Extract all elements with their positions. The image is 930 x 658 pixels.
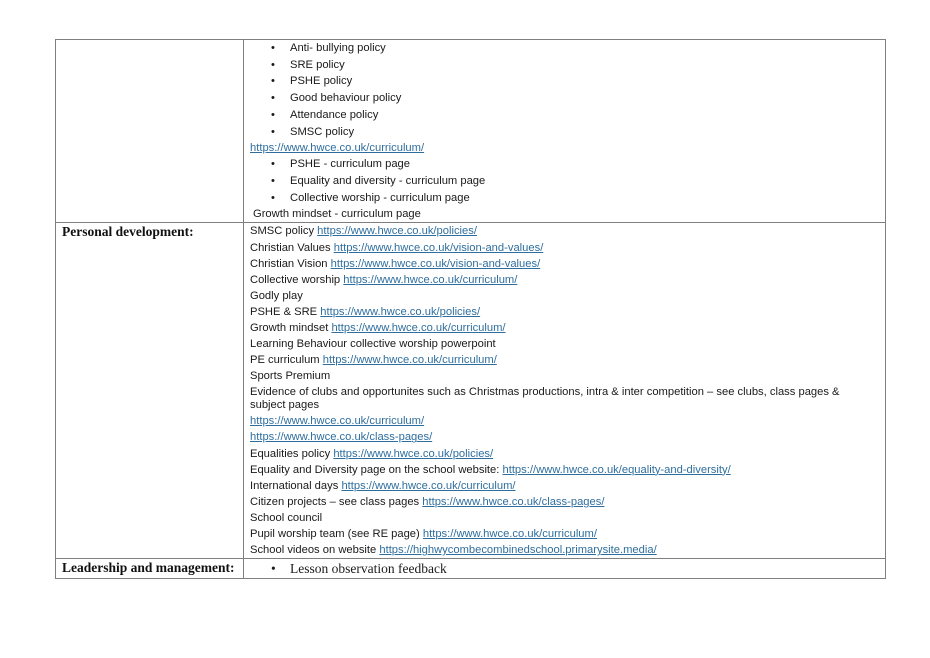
bullet-text: Lesson observation feedback bbox=[290, 561, 447, 577]
item-link[interactable]: https://www.hwce.co.uk/class-pages/ bbox=[250, 431, 433, 444]
item-text: Evidence of clubs and opportunites such as Christmas productions, intra & inter competition – see clubs, class pages & subject pages bbox=[250, 386, 840, 412]
item-link[interactable]: https://www.hwce.co.uk/policies/ bbox=[320, 305, 481, 318]
list-item bbox=[244, 240, 885, 256]
item-link[interactable]: https://www.hwce.co.uk/equality-and-diversity/ bbox=[502, 463, 731, 476]
item-text: Growth mindset bbox=[250, 321, 332, 334]
row-label: Personal development: bbox=[62, 224, 194, 240]
item-link[interactable]: https://www.hwce.co.uk/class-pages/ bbox=[422, 495, 605, 508]
bullet-item bbox=[244, 559, 885, 578]
bullet-item bbox=[244, 40, 885, 57]
bullet-item bbox=[244, 90, 885, 107]
row-label-cell bbox=[56, 559, 244, 579]
list-item bbox=[244, 336, 885, 352]
item-text: SMSC policy bbox=[250, 225, 318, 238]
item-link[interactable]: https://www.hwce.co.uk/policies/ bbox=[333, 447, 494, 460]
list-item bbox=[244, 478, 885, 494]
item-link[interactable]: https://www.hwce.co.uk/policies/ bbox=[317, 225, 477, 238]
curriculum-link[interactable]: https://www.hwce.co.uk/curriculum/ bbox=[250, 142, 425, 155]
list-item bbox=[244, 413, 885, 429]
bullet-item bbox=[244, 57, 885, 74]
item-link[interactable]: https://www.hwce.co.uk/curriculum/ bbox=[250, 415, 425, 428]
row-content-cell bbox=[244, 559, 886, 579]
item-link[interactable]: https://www.hwce.co.uk/curriculum/ bbox=[343, 273, 518, 286]
table-row bbox=[56, 559, 886, 579]
bullet-icon: • bbox=[271, 191, 275, 204]
item-text: Learning Behaviour collective worship powerpoint bbox=[250, 338, 496, 351]
item-text: International days bbox=[250, 479, 342, 492]
row-content-cell bbox=[244, 223, 886, 559]
item-text: School council bbox=[250, 511, 323, 524]
item-link[interactable]: https://www.hwce.co.uk/curriculum/ bbox=[331, 321, 506, 334]
item-text: PSHE & SRE bbox=[250, 305, 321, 318]
row-label bbox=[56, 40, 243, 41]
list-item bbox=[244, 429, 885, 445]
bullet-text: PSHE - curriculum page bbox=[290, 158, 410, 171]
item-text: Godly play bbox=[250, 289, 303, 302]
item-text: Sports Premium bbox=[250, 370, 331, 383]
list-item bbox=[244, 368, 885, 384]
bullet-icon: • bbox=[271, 561, 276, 577]
list-item bbox=[244, 526, 885, 542]
item-text: Citizen projects – see class pages bbox=[250, 495, 423, 508]
item-text: Collective worship bbox=[250, 273, 344, 286]
item-text: Equality and Diversity page on the school website: bbox=[250, 463, 503, 476]
bullet-item bbox=[244, 124, 885, 141]
bullet-item bbox=[244, 73, 885, 90]
item-link[interactable]: https://www.hwce.co.uk/vision-and-values/ bbox=[330, 257, 541, 270]
bullet-text: SRE policy bbox=[290, 58, 345, 71]
list-item bbox=[244, 462, 885, 478]
item-link[interactable]: https://highwycombecombinedschool.primarysite.media/ bbox=[379, 544, 657, 557]
list-item bbox=[244, 446, 885, 462]
bullet-text: Anti- bullying policy bbox=[290, 42, 386, 54]
bullet-item bbox=[244, 156, 885, 173]
row-label-cell bbox=[56, 40, 244, 223]
list-item bbox=[244, 494, 885, 510]
table-row bbox=[56, 40, 886, 223]
bullet-text: Collective worship - curriculum page bbox=[290, 191, 470, 204]
bullet-icon: • bbox=[271, 42, 275, 54]
list-item bbox=[244, 256, 885, 272]
evidence-table bbox=[55, 39, 886, 579]
item-link[interactable]: https://www.hwce.co.uk/curriculum/ bbox=[422, 528, 597, 541]
item-link[interactable]: https://www.hwce.co.uk/curriculum/ bbox=[341, 479, 516, 492]
list-item bbox=[244, 304, 885, 320]
row-label: Leadership and management: bbox=[62, 560, 235, 576]
bullet-text: Attendance policy bbox=[290, 108, 379, 121]
bullet-text: PSHE policy bbox=[290, 75, 353, 88]
bullet-item bbox=[244, 107, 885, 124]
bullet-icon: • bbox=[271, 108, 275, 121]
list-item bbox=[244, 542, 885, 558]
row-label-cell bbox=[56, 223, 244, 559]
item-link[interactable]: https://www.hwce.co.uk/vision-and-values/ bbox=[333, 241, 544, 254]
bullet-text: Good behaviour policy bbox=[290, 92, 402, 105]
table-row bbox=[56, 223, 886, 559]
bullet-item bbox=[244, 190, 885, 207]
bullet-icon: • bbox=[271, 158, 275, 171]
list-item bbox=[244, 384, 885, 413]
bullet-icon: • bbox=[271, 58, 275, 71]
item-link[interactable]: https://www.hwce.co.uk/curriculum/ bbox=[322, 354, 497, 367]
item-text: Equalities policy bbox=[250, 447, 334, 460]
bullet-text: Equality and diversity - curriculum page bbox=[290, 175, 486, 188]
bullet-icon: • bbox=[271, 175, 275, 188]
bullet-item bbox=[244, 173, 885, 190]
bullet-text: SMSC policy bbox=[290, 125, 355, 138]
bullet-icon: • bbox=[271, 125, 275, 138]
item-text: Christian Vision bbox=[250, 257, 331, 270]
item-text: Christian Values bbox=[250, 241, 334, 254]
list-item bbox=[244, 140, 885, 156]
item-text: Pupil worship team (see RE page) bbox=[250, 528, 423, 541]
row-content-cell bbox=[244, 40, 886, 223]
list-item bbox=[244, 510, 885, 526]
list-item bbox=[244, 223, 885, 239]
bullet-icon: • bbox=[271, 75, 275, 88]
item-text: School videos on website bbox=[250, 544, 380, 557]
bullet-icon: • bbox=[271, 92, 275, 105]
list-item bbox=[244, 288, 885, 304]
item-text: PE curriculum bbox=[250, 354, 323, 367]
list-item bbox=[244, 320, 885, 336]
list-item bbox=[244, 272, 885, 288]
list-item bbox=[244, 352, 885, 368]
list-item: Growth mindset - curriculum page bbox=[253, 208, 421, 221]
